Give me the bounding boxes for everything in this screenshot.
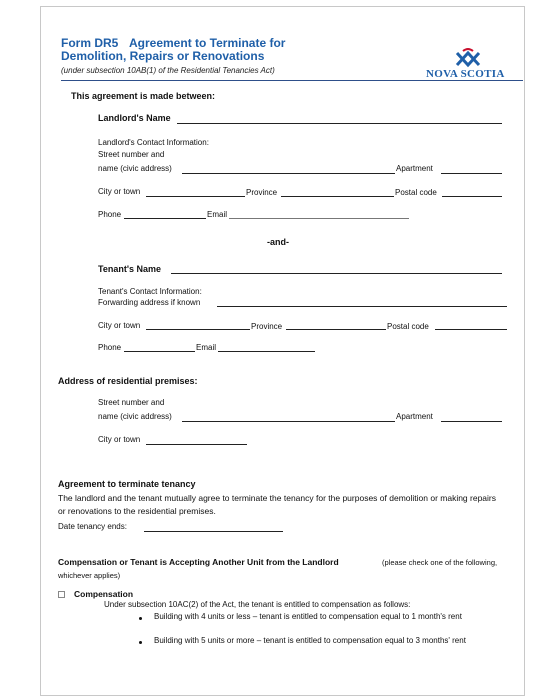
premises-city-label: City or town — [98, 435, 141, 444]
compensation-heading: Compensation or Tenant is Accepting Another Unit from the Landlord — [58, 557, 339, 567]
landlord-contact-label: Landlord's Contact Information: — [98, 138, 209, 147]
compensation-bullet-1: Building with 4 units or less – tenant is entitled to compensation equal to 1 month's rent — [154, 612, 462, 621]
tenant-province-field[interactable] — [286, 329, 386, 330]
tenant-postal-label: Postal code — [387, 322, 429, 331]
tenant-city-field[interactable] — [146, 329, 250, 330]
landlord-postal-label: Postal code — [395, 188, 437, 197]
landlord-city-field[interactable] — [146, 196, 245, 197]
termination-heading: Agreement to terminate tenancy — [58, 479, 196, 489]
agreement-intro: This agreement is made between: — [71, 91, 216, 101]
landlord-phone-label: Phone — [98, 210, 122, 219]
premises-heading: Address of residential premises: — [58, 376, 198, 386]
form-page — [40, 6, 525, 696]
tenant-city-label: City or town — [98, 321, 141, 330]
tenant-email-field[interactable] — [218, 351, 315, 352]
landlord-email-label: Email — [207, 210, 228, 219]
header-divider — [61, 80, 523, 81]
forwarding-address-field[interactable] — [217, 306, 507, 307]
compensation-option-label: Compensation — [74, 589, 134, 599]
tenant-province-label: Province — [251, 322, 283, 331]
compensation-heading-note: (please check one of the following, whichever applies) — [58, 558, 498, 580]
landlord-province-field[interactable] — [281, 196, 394, 197]
landlord-postal-field[interactable] — [442, 196, 502, 197]
premises-street-label-2: name (civic address) — [98, 412, 172, 421]
landlord-email-field[interactable] — [229, 218, 409, 219]
compensation-intro: Under subsection 10AC(2) of the Act, the tenant is entitled to compensation as follows: — [104, 600, 411, 609]
landlord-street-field[interactable] — [182, 173, 395, 174]
form-title-line2: Demolition, Repairs or Renovations — [61, 49, 265, 63]
bullet-icon — [139, 641, 142, 644]
landlord-street-label-2: name (civic address) — [98, 164, 172, 173]
form-id: Form DR5 — [61, 36, 119, 50]
premises-apartment-field[interactable] — [441, 421, 502, 422]
tenant-email-label: Email — [196, 343, 217, 352]
tenant-name-field[interactable] — [171, 273, 502, 274]
landlord-city-label: City or town — [98, 187, 141, 196]
premises-apartment-label: Apartment — [396, 412, 433, 421]
compensation-bullet-2: Building with 5 units or more – tenant is entitled to compensation equal to 3 months' rent — [154, 636, 466, 645]
and-separator: -and- — [267, 237, 289, 247]
form-title-line1: Agreement to Terminate for — [129, 36, 286, 50]
form-subtitle: (under subsection 10AB(1) of the Residential Tenancies Act) — [61, 66, 275, 75]
premises-street-label-1: Street number and — [98, 398, 165, 407]
tenant-postal-field[interactable] — [435, 329, 507, 330]
compensation-checkbox[interactable] — [58, 591, 65, 598]
tenant-contact-label: Tenant's Contact Information: — [98, 287, 202, 296]
termination-body: The landlord and the tenant mutually agree to terminate the tenancy for the purposes of demolition or making repairs or renovations to the residential premises. — [58, 493, 497, 516]
landlord-apartment-field[interactable] — [441, 173, 502, 174]
landlord-street-label-1: Street number and — [98, 150, 165, 159]
nova-scotia-logo: NOVA SCOTIA — [426, 68, 505, 80]
tenant-phone-field[interactable] — [124, 351, 195, 352]
date-tenancy-ends-label: Date tenancy ends: — [58, 522, 127, 531]
forwarding-address-label: Forwarding address if known — [98, 298, 201, 307]
premises-city-field[interactable] — [146, 444, 247, 445]
tenant-name-label: Tenant's Name — [98, 264, 161, 274]
landlord-name-field[interactable] — [177, 123, 502, 124]
landlord-phone-field[interactable] — [124, 218, 206, 219]
landlord-province-label: Province — [246, 188, 278, 197]
premises-street-field[interactable] — [182, 421, 395, 422]
landlord-name-label: Landlord's Name — [98, 113, 171, 123]
landlord-apartment-label: Apartment — [396, 164, 433, 173]
tenant-phone-label: Phone — [98, 343, 122, 352]
date-tenancy-ends-field[interactable] — [144, 531, 283, 532]
bullet-icon — [139, 617, 142, 620]
